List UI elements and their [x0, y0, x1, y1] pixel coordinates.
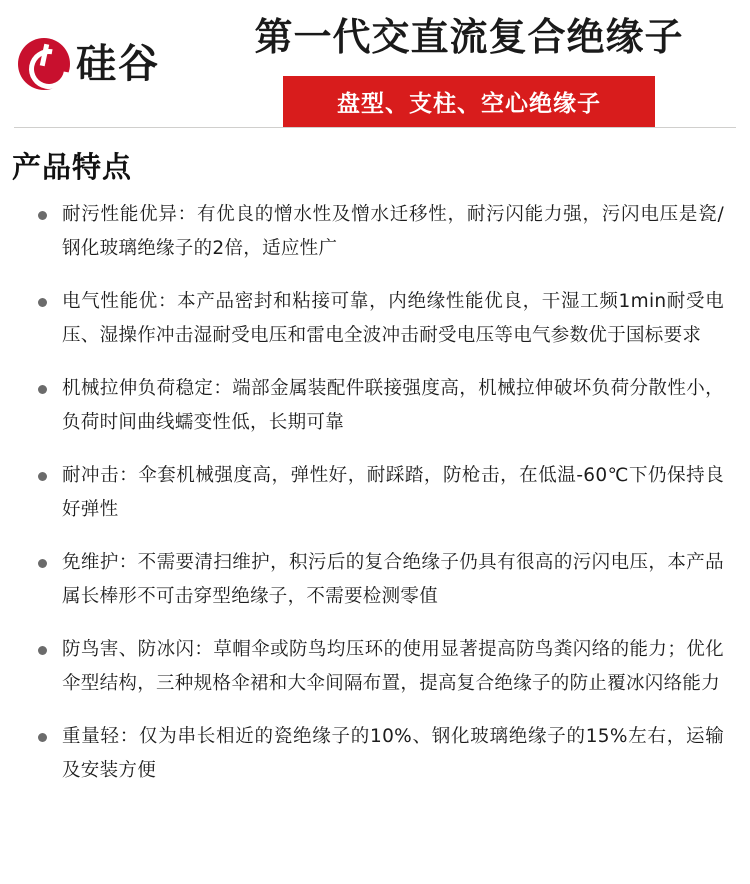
brand-logo: [0, 10, 196, 90]
feature-text: 免维护：不需要清扫维护，积污后的复合绝缘子仍具有很高的污闪电压，本产品属长棒形不可击穿型绝缘子，不需要检测零值: [62, 552, 724, 607]
section-title: 产品特点: [12, 150, 133, 184]
feature-text: 电气性能优：本产品密封和粘接可靠，内绝缘性能优良，干湿工频1min耐受电压、湿操作冲击湿耐受电压和雷电全波冲击耐受电压等电气参数优于国标要求: [62, 291, 724, 346]
list-item: [38, 546, 724, 614]
list-item: [38, 372, 724, 440]
feature-text: 防鸟害、防冰闪：草帽伞或防鸟均压环的使用显著提高防鸟粪闪络的能力；优化伞型结构，三种规格伞裙和大伞间隔布置，提高复合绝缘子的防止覆冰闪络能力: [62, 639, 724, 694]
bullet-icon: [38, 646, 47, 655]
brand-name: 硅谷: [76, 41, 160, 87]
bullet-icon: [38, 298, 47, 307]
page-title: 第一代交直流复合绝缘子: [254, 15, 684, 59]
header-divider: [14, 127, 736, 128]
bullet-icon: [38, 733, 47, 742]
feature-list: [0, 190, 750, 788]
feature-text: 机械拉伸负荷稳定：端部金属装配件联接强度高，机械拉伸破坏负荷分散性小，负荷时间曲线蠕变性低，长期可靠: [62, 378, 724, 433]
feature-text: 重量轻：仅为串长相近的瓷绝缘子的10%、钢化玻璃绝缘子的15%左右，运输及安装方便: [62, 726, 724, 781]
list-item: [38, 633, 724, 701]
page-header: [0, 0, 750, 128]
title-block: [196, 10, 750, 127]
subtitle-banner: 盘型、支柱、空心绝缘子: [283, 76, 655, 127]
list-item: [38, 720, 724, 788]
feature-text: 耐冲击：伞套机械强度高，弹性好，耐踩踏，防枪击，在低温-60℃下仍保持良好弹性: [62, 465, 724, 520]
list-item: [38, 459, 724, 527]
circular-g-logo-icon: [18, 38, 70, 90]
bullet-icon: [38, 559, 47, 568]
list-item: [38, 198, 724, 266]
list-item: [38, 285, 724, 353]
feature-text: 耐污性能优异：有优良的憎水性及憎水迁移性，耐污闪能力强，污闪电压是瓷/钢化玻璃绝缘子的2倍，适应性广: [62, 204, 724, 259]
bullet-icon: [38, 472, 47, 481]
bullet-icon: [38, 211, 47, 220]
bullet-icon: [38, 385, 47, 394]
